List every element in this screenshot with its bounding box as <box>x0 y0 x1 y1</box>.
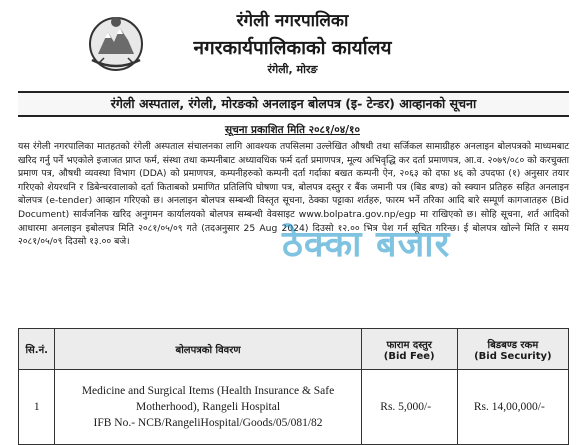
header-bid-fee-np: फाराम दस्तुर <box>386 339 432 351</box>
header-bid-fee-en: (Bid Fee) <box>383 350 435 362</box>
table-header-row <box>19 329 569 370</box>
table-row <box>19 370 569 445</box>
cell-bid-fee: Rs. 5,000/- <box>361 370 457 445</box>
description-line: Motherhood), Rangeli Hospital <box>136 401 281 413</box>
cell-serial: 1 <box>19 370 55 445</box>
header-serial: सि.नं. <box>19 329 55 370</box>
description-line: Medicine and Surgical Items (Health Insurance & Safe <box>81 385 335 397</box>
bid-table <box>18 328 569 445</box>
header-bid-security-en: (Bid Security) <box>474 350 552 362</box>
publication-date: सूचना प्रकाशित मिति २०८१/०४/१० <box>225 124 360 136</box>
ifb-number: IFB No.- NCB/RangeliHospital/Goods/05/081/82 <box>93 417 323 429</box>
header-bid-security-np: बिडबण्ड रकम <box>487 339 539 351</box>
office-address: रंगेली, मोरङ <box>267 63 318 76</box>
header-bid-security <box>457 329 568 370</box>
cell-bid-security: Rs. 14,00,000/- <box>457 370 568 445</box>
office-name: नगरकार्यपालिकाको कार्यालय <box>193 37 392 59</box>
watermark: ठेक्का बजार <box>282 224 451 265</box>
header-bid-fee <box>361 329 457 370</box>
header-description: बोलपत्रको विवरण <box>55 329 361 370</box>
cell-description <box>55 370 361 445</box>
municipality-name: रंगेली नगरपालिका <box>236 11 349 31</box>
notice-body: यस रंगेली नगरपालिका मातहतको रंगेली अस्पताल संचालनका लागि आवश्यक तपसिलमा उल्लेखित औषधी तथा सर्जिकल सामाग्रीहरु अनलाइन बोलपत्रको माध्यमबाट खरिद गर्नु पर्ने भएकोले इजाजत प्राप्त फर्म, संस्था तथा कम्पनीबाट अध्यावधिक फर्म दर्ता प्रमाणपत्र, मूल्य अभिवृद्धि कर दर्ता प्रमाणपत्र, आ.व. २०७९/०८० को करचुक्ता प्रमाण पत्र, औषधी व्यवस्था विभाग (DDA) को प्रमाणपत्र, कम्पनीहरुको कम्पनी दर्ता गर्दाका बखत कम्पनी ऐन, २०६३ को दफा ४६ को उपदफा (१) अनुसार तयार गरिएको शेयरधनि र डिबेन्चरवालाको दर्ता किताबको प्रमाणित प्रतिलिपि घोषणा पत्र, बोलपत्र दस्तुर र बैंक जमानी पत्र (बिड बण्ड) को स्क्यान प्रतिहरु सहित अनलाइन बोलपत्र (e-tender) आव्हान गरिएको छ। अनलाइन बोलपत्र सम्बन्धी विस्तृत सूचना, ठेक्का पट्टाका शर्तहरु, फारम भर्ने तरिका आदि बारे सम्पूर्ण कागजातहरु (Bid Document) सार्वजनिक खरिद अनुगमन कार्यालयको बोलपत्र सम्बन्धी वेवसाइट www.bolpatra.gov.np/egp मा राखिएको छ। सोहि सूचना, शर्त आदिको आधारमा अनलाइन इबोलपत्र मिति २०८१/०५/०९ गते (तदअनुसार 25 Aug 2024) दिउसो १२.०० भित्र पेश गर्न सूचित गरिन्छ। ई बोलपत्र खोल्ने मिति र समय २०८१/०५/०९ दिउसो १३.०० बजे। <box>18 141 569 248</box>
notice-title: रंगेली अस्पताल, रंगेली, मोरङको अनलाइन बोलपत्र (इ- टेन्डर) आव्हानको सूचना <box>18 91 569 117</box>
